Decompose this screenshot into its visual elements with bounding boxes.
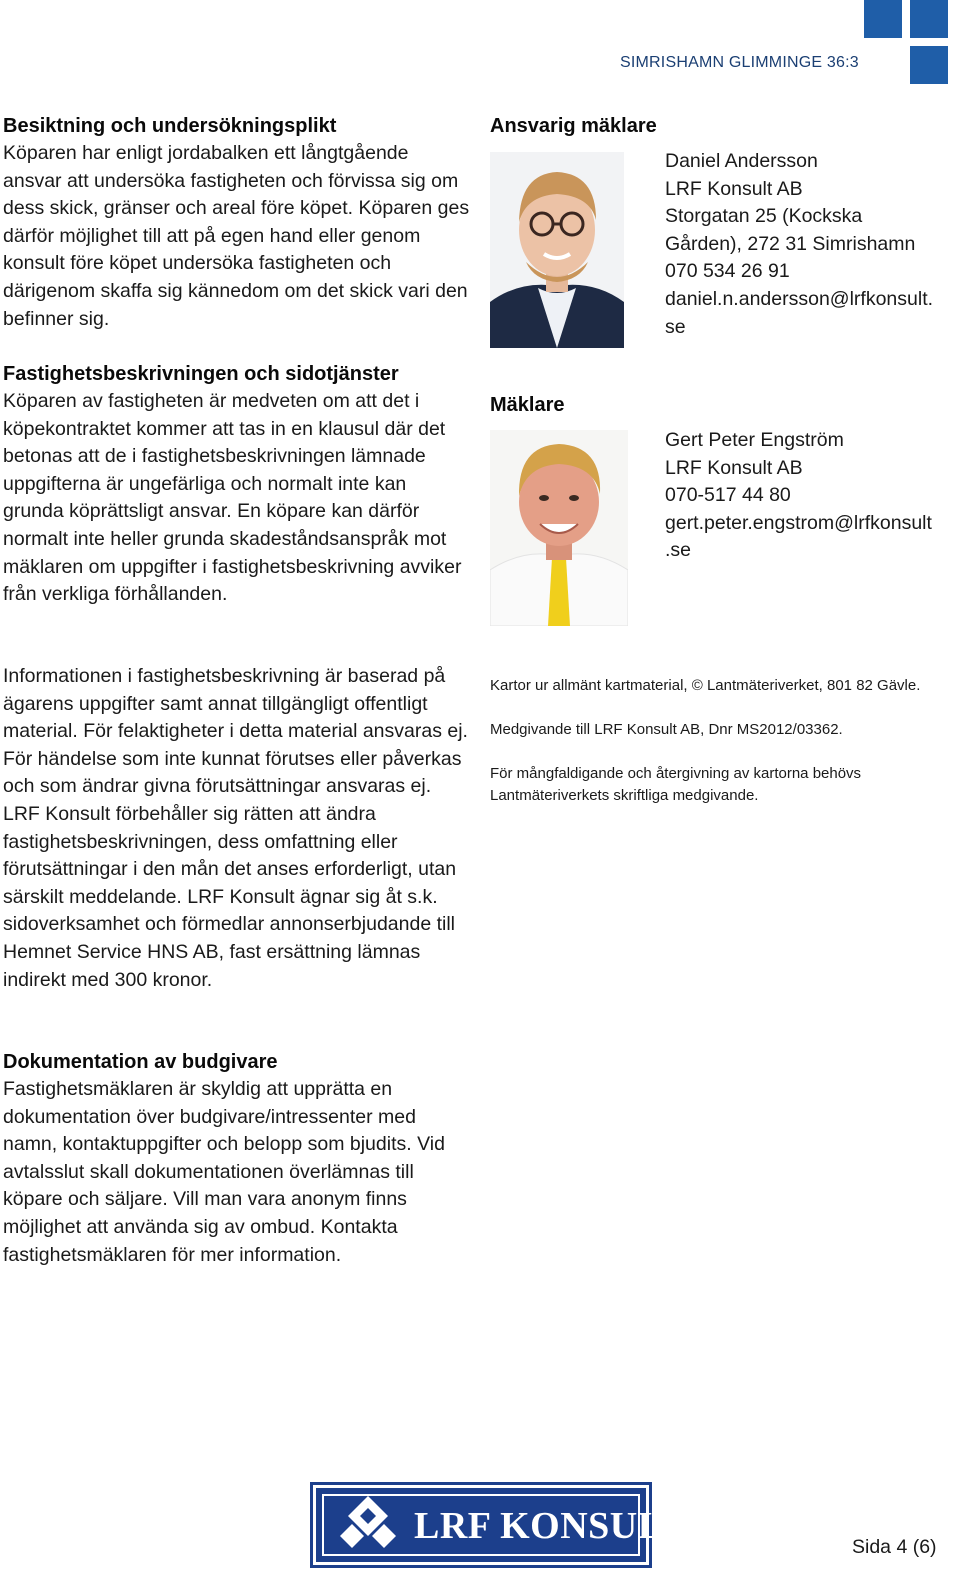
agent-name: Gert Peter Engström <box>665 429 844 451</box>
agent-name: Daniel Andersson <box>665 150 818 172</box>
logo-diamond-icon <box>330 1494 406 1554</box>
agent-photo <box>490 152 624 348</box>
agent-address-line: Storgatan 25 (Kockska <box>665 205 863 228</box>
agent-company: LRF Konsult AB <box>665 177 803 200</box>
agent-email[interactable]: gert.peter.engstrom@lrfkonsult <box>665 511 932 534</box>
section-body: Fastighetsmäklaren är skyldig att upprätta en dokumentation över budgivare/intressenter med namn, kontaktuppgifter och belopp som bjudits. Vid avtalsslut skall dokumentationen överlämnas till köpare och säljare. Vill man vara anonym finns möjlighet att använda sig av ombud. Kontakta fastighetsmäklaren för mer information. <box>3 1078 445 1266</box>
agent-address-line: Gården), 272 31 Simrishamn <box>665 232 916 255</box>
section-bidder-documentation <box>3 1048 471 1269</box>
credit-line: Kartor ur allmänt kartmaterial, © Lantmäteriverket, 801 82 Gävle. <box>490 677 921 694</box>
corner-square <box>910 46 948 84</box>
credit-line: För mångfaldigande och återgivning av kartorna behövs Lantmäteriverkets skriftliga medgivande. <box>490 765 862 804</box>
section-heading: Dokumentation av budgivare <box>3 1051 278 1073</box>
section-property-description <box>3 360 471 609</box>
agent-phone[interactable]: 070 534 26 91 <box>665 260 790 283</box>
agent-email[interactable]: daniel.n.andersson@lrfkonsult. <box>665 287 934 310</box>
section-body: Köparen har enligt jordabalken ett långtgående ansvar att undersöka fastigheten och förvissa sig om dess skick, gränser och areal före köpet. Köparen ges därför möjlighet till att på egen hand eller genom konsult före köpet undersöka fastigheten och därigenom skaffa sig kännedom om det skick vari den befinner sig. <box>3 142 470 330</box>
agent-heading: Mäklare <box>490 394 565 416</box>
corner-square <box>864 0 902 38</box>
responsible-agent-heading: Ansvarig mäklare <box>490 115 657 137</box>
section-body: Informationen i fastighetsbeskrivning är baserad på ägarens uppgifter samt annat tillgängligt offentligt material. För felaktigheter i detta material ansvaras ej. För händelse som inte kunnat förutses eller påverkas och som ändrar givna förutsättningar ansvaras ej. LRF Konsult förbehåller sig rätten att ändra fastighetsbeskrivningen, dess omfattning eller förutsättningar i den mån det anses erforderligt, utan särskilt meddelande. LRF Konsult ägnar sig åt s.k. sidoverksamhet och förmedlar annonserbjudande till Hemnet Service HNS AB, fast ersättning lämnas indirekt med 300 kronor. <box>3 665 468 991</box>
agent-contact <box>665 427 957 565</box>
section-information <box>3 663 471 994</box>
agent-phone[interactable]: 070-517 44 80 <box>665 484 791 507</box>
page-number: Sida 4 (6) <box>852 1536 937 1558</box>
lrf-konsult-logo <box>313 1485 686 1565</box>
corner-decoration <box>860 0 960 90</box>
section-inspection <box>3 112 471 333</box>
agent-company: LRF Konsult AB <box>665 456 803 479</box>
credit-line: Medgivande till LRF Konsult AB, Dnr MS2012/03362. <box>490 721 843 738</box>
corner-square <box>910 0 948 38</box>
logo-text: LRF KONSULT <box>414 1505 686 1547</box>
section-body: Köparen av fastigheten är medveten om att det i köpekontraktet kommer att tas in en klausul där det betonas att de i fastighetsbeskrivningen lämnade uppgifterna är ungefärliga och normalt inte kan grunda köprättsligt ansvar. En köpare kan därför normalt inte heller grunda skadeståndsanspråk mot mäklaren om uppgifter i fastighetsbeskrivning avviker från verkliga förhållanden. <box>3 390 462 606</box>
page-header-title: SIMRISHAMN GLIMMINGE 36:3 <box>620 54 859 71</box>
map-credits <box>490 675 955 829</box>
agent-email-continued[interactable]: .se <box>665 539 692 562</box>
section-heading: Besiktning och undersökningsplikt <box>3 115 337 137</box>
responsible-agent-contact <box>665 148 957 341</box>
section-heading: Fastighetsbeskrivningen och sidotjänster <box>3 363 399 385</box>
agent-photo <box>490 430 628 626</box>
agent-email-continued[interactable]: se <box>665 315 686 338</box>
